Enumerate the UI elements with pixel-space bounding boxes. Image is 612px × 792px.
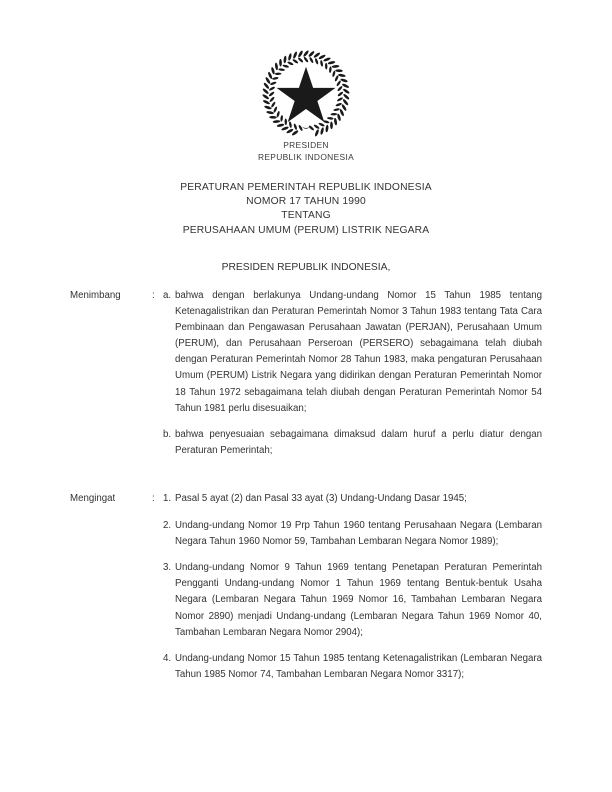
list-item-text: Pasal 5 ayat (2) dan Pasal 33 ayat (3) Undang-Undang Dasar 1945; bbox=[175, 493, 467, 504]
menimbang-items bbox=[163, 288, 542, 459]
title-line-1: PERATURAN PEMERINTAH REPUBLIK INDONESIA bbox=[180, 182, 432, 193]
emblem-caption-line-1: PRESIDEN bbox=[283, 140, 329, 150]
presidential-emblem-block bbox=[0, 46, 612, 147]
opening-statement: PRESIDEN REPUBLIK INDONESIA, bbox=[221, 262, 391, 273]
list-item-text: Undang-undang Nomor 19 Prp Tahun 1960 tentang Perusahaan Negara (Lembaran Negara Tahun 1960 Nomor 59, Tambahan Lembaran Negara Nomor 1989); bbox=[175, 519, 542, 547]
section-menimbang bbox=[70, 288, 542, 459]
list-item-marker: b. bbox=[163, 429, 172, 441]
list-item bbox=[163, 491, 542, 507]
title-line-3: TENTANG bbox=[281, 210, 331, 222]
list-item bbox=[163, 288, 542, 417]
list-item-text: Undang-undang Nomor 15 Tahun 1985 tentang Ketenagalistrikan (Lembaran Negara Tahun 1985 Nomor 74, Tambahan Lembaran Negara Nomor 3317); bbox=[175, 653, 542, 681]
list-item-marker: 4. bbox=[163, 653, 172, 665]
title-line-2: NOMOR 17 TAHUN 1990 bbox=[246, 196, 366, 208]
section-colon-mengingat: : bbox=[152, 493, 155, 504]
section-label-menimbang: Menimbang bbox=[70, 290, 121, 301]
section-label-mengingat: Mengingat bbox=[70, 493, 116, 504]
list-item-text: bahwa dengan berlakunya Undang-undang Nomor 15 Tahun 1985 tentang Ketenagalistrikan dan Peraturan Pemerintah Nomor 3 Tahun 1983 tentang Tata Cara Pembinaan dan Pengawasan Perusahaan Jawatan (PERJAN), Perusahaan Umum (PERUM), dan Perusahaan Perseroan (PERSERO) sebagaimana telah diubah dengan Peraturan Pemerintah Nomor 28 Tahun 1983, maka pengaturan Perusahaan Umum (PERUM) Listrik Negara yang didirikan dengan Peraturan Pemerintah Nomor 18 Tahun 1972 sebagaimana telah diubah dengan Peraturan Pemerintah Nomor 54 Tahun 1981 perlu disesuaikan; bbox=[175, 290, 542, 414]
list-item bbox=[163, 518, 542, 550]
list-item-text: bahwa penyesuaian sebagaimana dimaksud dalam huruf a perlu diatur dengan Peraturan Pemerintah; bbox=[175, 429, 542, 457]
garuda-star-wreath-icon bbox=[258, 46, 354, 142]
section-colon-menimbang: : bbox=[152, 290, 155, 301]
mengingat-items bbox=[163, 491, 542, 683]
title-line-4: PERUSAHAAN UMUM (PERUM) LISTRIK NEGARA bbox=[182, 224, 430, 236]
list-item bbox=[163, 651, 542, 683]
emblem-caption bbox=[0, 140, 612, 163]
emblem-caption-line-2: REPUBLIK INDONESIA bbox=[257, 151, 355, 162]
list-item-text: Undang-undang Nomor 9 Tahun 1969 tentang Penetapan Peraturan Pemerintah Pengganti Undang-undang Nomor 1 Tahun 1969 tentang Bentuk-bentuk Usaha Negara (Lembaran Negara Tahun 1969 Nomor 16, Tambahan Lembaran Negara Nomor 2890) menjadi Undang-undang (Lembaran Negara Tahun 1969 Nomor 40, Tambahan Lembaran Negara Nomor 2904); bbox=[175, 562, 542, 638]
list-item-marker: 2. bbox=[163, 519, 172, 531]
list-item bbox=[163, 427, 542, 459]
document-title bbox=[0, 181, 612, 238]
list-item bbox=[163, 560, 542, 640]
list-item-marker: 3. bbox=[163, 562, 172, 574]
section-mengingat bbox=[70, 491, 542, 683]
list-item-marker: 1. bbox=[163, 493, 172, 504]
list-item-marker: a. bbox=[163, 290, 172, 301]
